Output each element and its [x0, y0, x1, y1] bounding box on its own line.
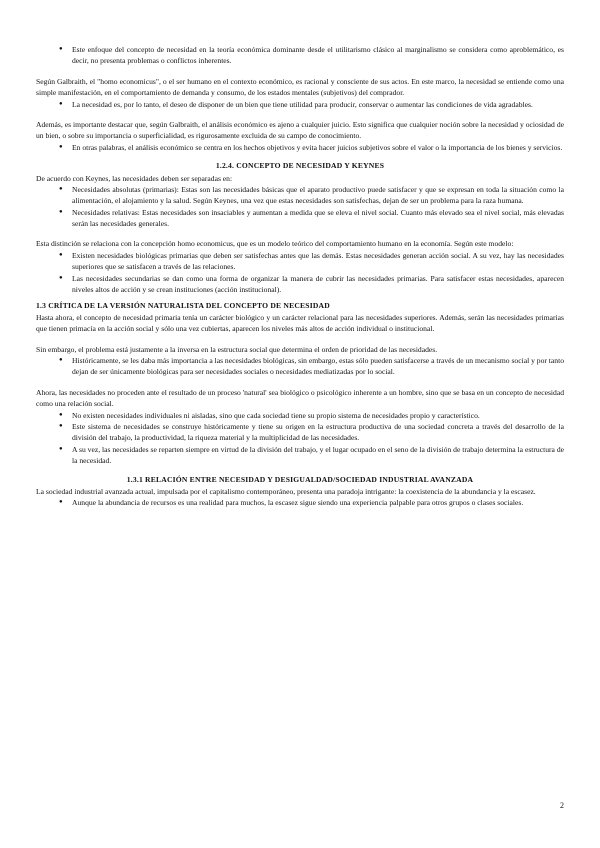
section-heading-1-3: 1.3 CRÍTICA DE LA VERSIÓN NATURALISTA DEL CONCEPTO DE NECESIDAD — [36, 301, 330, 311]
list-item — [36, 142, 564, 153]
bullet-list — [36, 44, 564, 67]
list-item — [36, 44, 564, 67]
paragraph: Ahora, las necesidades no proceden ante el resultado de un proceso 'natural' sea biológico o psicológico inherente a un hombre, sino que se basa en un concepto de necesidad como una relación social. — [36, 387, 564, 409]
list-item — [36, 444, 564, 467]
paragraph: De acuerdo con Keynes, las necesidades deben ser separadas en: — [36, 173, 233, 183]
bullet-list — [36, 142, 564, 153]
bullet-text: No existen necesidades individuales ni aisladas, sino que cada sociedad tiene su propio sistema de necesidades propio y característico. — [72, 410, 480, 420]
bullet-text: Las necesidades secundarias se dan como una forma de organizar la manera de cubrir las necesidades primarias. Para satisfacer estas necesidades, aparecen niveles altos de acción y se crean instituciones (acción institucional). — [72, 273, 564, 295]
bullet-text: Existen necesidades biológicas primarias que deben ser satisfechas antes que las demás. Estas necesidades generan acción social. A su vez, hay las necesidades superiores que se satisfacen a través de las relaciones. — [72, 250, 564, 272]
bullet-list — [36, 99, 564, 110]
paragraph: Hasta ahora, el concepto de necesidad primaria tenía un carácter biológico y un carácter relacional para las necesidades superiores. Además, serán las necesidades primarias que tienen primacía en la acción social y sólo una vez cubiertas, aparecen los niveles más altos de acción individual o institucional. — [36, 312, 564, 334]
list-item — [36, 184, 564, 207]
bullet-text: En otras palabras, el análisis económico se centra en los hechos objetivos y evita hacer juicios subjetivos sobre el valor o la importancia de los bienes y servicios. — [72, 142, 563, 152]
list-item — [36, 421, 564, 444]
paragraph: La sociedad industrial avanzada actual, impulsada por el capitalismo contemporáneo, presenta una paradoja intrigante: la coexistencia de la abundancia y la escasez. — [36, 486, 536, 496]
bullet-list — [36, 184, 564, 230]
list-item — [36, 273, 564, 296]
paragraph: Esta distinción se relaciona con la concepción homo economicus, que es un modelo teórico del comportamiento humano en la economía. Según este modelo: — [36, 239, 514, 249]
page-number: 2 — [560, 801, 564, 810]
bullet-text: Necesidades absolutas (primarias): Estas son las necesidades básicas que el aparato productivo puede satisfacer y que se expresan en toda la situación como la alimentación, el alojamiento y la salud. Según Keynes, una vez que estas necesidades son satisfechas, dejan de ser un problema para la raza humana. — [72, 184, 564, 206]
bullet-text: A su vez, las necesidades se reparten siempre en virtud de la división del trabajo, y el lugar ocupado en el seno de la división de trabajo determina la estructura de la necesidad. — [72, 444, 564, 466]
bullet-list — [36, 250, 564, 296]
bullet-text: Aunque la abundancia de recursos es una realidad para muchos, la escasez sigue siendo una experiencia palpable para otros grupos o clases sociales. — [72, 498, 524, 508]
bullet-list — [36, 355, 564, 378]
paragraph: Sin embargo, el problema está justamente a la inversa en la estructura social que determina el orden de prioridad de las necesidades. — [36, 344, 438, 354]
section-heading-1-2-4: 1.2.4. CONCEPTO DE NECESIDAD Y KEYNES — [215, 161, 385, 171]
section-heading-1-3-1: 1.3.1 RELACIÓN ENTRE NECESIDAD Y DESIGUALDAD/SOCIEDAD INDUSTRIAL AVANZADA — [126, 474, 474, 484]
bullet-list — [36, 497, 564, 508]
paragraph: Según Galbraith, el "homo economicus", o el ser humano en el contexto económico, es racional y consciente de sus actos. En este marco, la necesidad se entiende como una simple manifestación, en el comportamiento de demanda y consumo, de los estados mentales (subjetivos) del comprador. — [36, 76, 564, 98]
bullet-text: Necesidades relativas: Estas necesidades son insaciables y aumentan a medida que se eleva el nivel social. Cuanto más elevado sea el nivel social, más elevadas serán las necesidades generales. — [72, 207, 564, 229]
list-item — [36, 497, 564, 508]
paragraph: Además, es importante destacar que, según Galbraith, el análisis económico es ajeno a cualquier juicio. Esto significa que cualquier noción sobre la necesidad y ociosidad de un bien, o sobre su importancia o superficialidad, es rigurosamente excluida de su campo de conocimiento. — [36, 119, 564, 141]
list-item — [36, 410, 564, 421]
bullet-text: Este enfoque del concepto de necesidad en la teoría económica dominante desde el utilitarismo clásico al marginalismo se considera como aproblemático, es decir, no presenta problemas o conflictos inherentes. — [72, 45, 564, 66]
list-item — [36, 207, 564, 230]
bullet-text: Este sistema de necesidades se construye históricamente y tiene su origen en la estructura productiva de una sociedad concreta a través del desarrollo de la división del trabajo, la productividad, la riqueza material y la multiplicidad de las necesidades. — [72, 421, 564, 443]
document-page — [36, 44, 564, 509]
list-item — [36, 355, 564, 378]
list-item — [36, 250, 564, 273]
bullet-list — [36, 410, 564, 467]
list-item — [36, 99, 564, 110]
bullet-text: Históricamente, se les daba más importancia a las necesidades biológicas, sin embargo, estas sólo pueden satisfacerse a través de un mecanismo social y por tanto dejan de ser únicamente biológicas para ser necesidades sociales o necesidades mediatizadas por lo social. — [72, 355, 564, 377]
bullet-text: La necesidad es, por lo tanto, el deseo de disponer de un bien que tiene utilidad para producir, conservar o aumentar las condiciones de vida agradables. — [72, 99, 533, 109]
